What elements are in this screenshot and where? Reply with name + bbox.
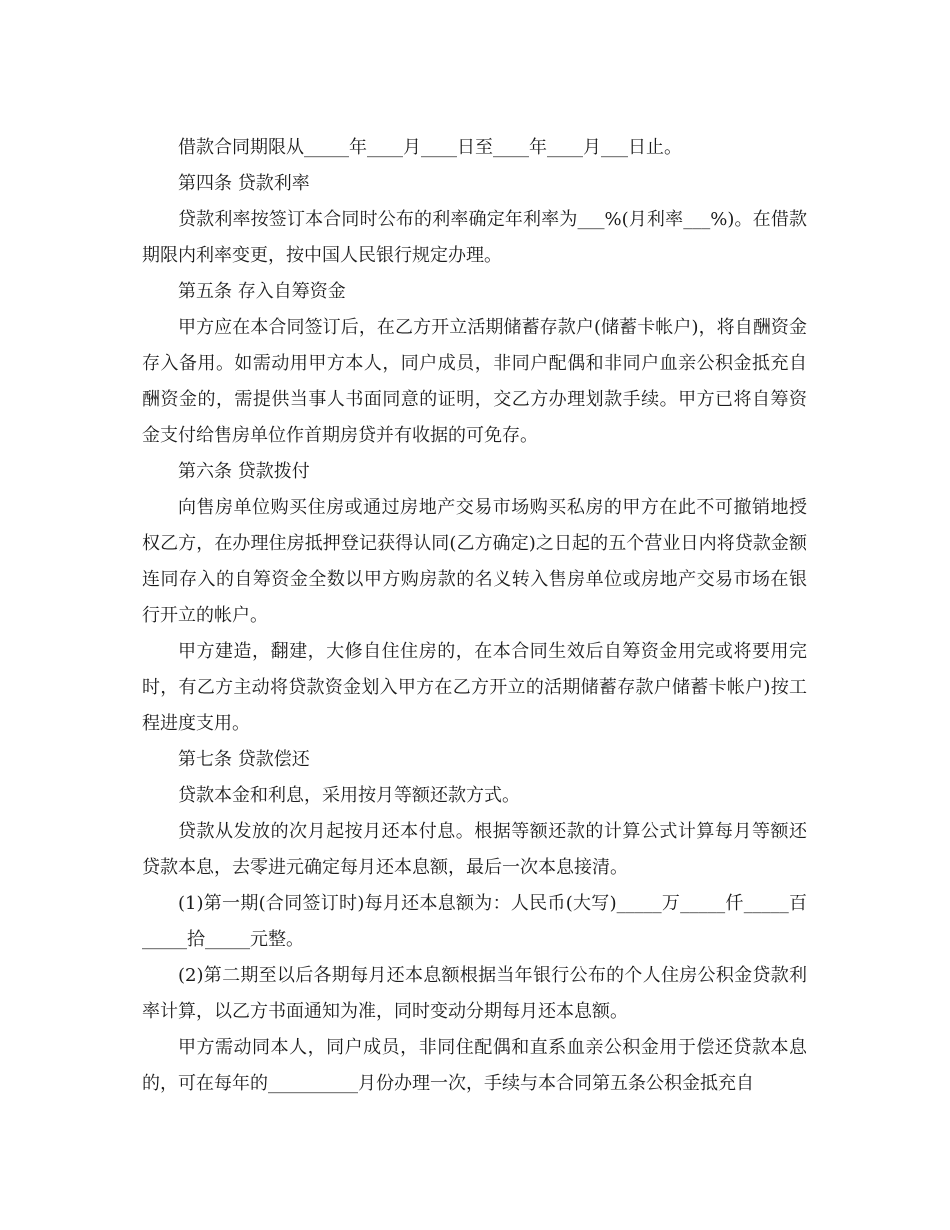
repayment-schedule-paragraph: 贷款从发放的次月起按月还本付息。根据等额还款的计算公式计算每月等额还贷款本息，去零进元确定每月还本息额，最后一次本息接清。: [142, 821, 807, 878]
disbursement-paragraph-1: 向售房单位购买住房或通过房地产交易市场购买私房的甲方在此不可撤销地授权乙方，在办理住房抵押登记获得认同(乙方确定)之日起的五个营业日内将贷款金额连同存入的自筹资金全数以甲方购房款的名义转入售房单位或房地产交易市场在银行开立的帐户。: [142, 497, 807, 626]
loan-term-paragraph: 借款合同期限从_____年____月____日至____年____月___日止。: [178, 137, 682, 158]
disbursement-paragraph-2: 甲方建造，翻建，大修自住住房的，在本合同生效后自筹资金用完或将要用完时，有乙方主动将贷款资金划入甲方在乙方开立的活期储蓄存款户储蓄卡帐户)按工程进度支用。: [142, 641, 807, 734]
document-body: [142, 130, 807, 1102]
interest-rate-paragraph: 贷款利率按签订本合同时公布的利率确定年利率为___%(月利率___%)。在借款期限内利率变更，按中国人民银行规定办理。: [142, 209, 807, 266]
later-installments-paragraph: (2)第二期至以后各期每月还本息额根据当年银行公布的个人住房公积金贷款利率计算，以乙方书面通知为准，同时变动分期每月还本息额。: [142, 965, 807, 1022]
repayment-method-paragraph: 贷款本金和利息，采用按月等额还款方式。: [178, 785, 520, 806]
article-5-heading: 第五条 存入自筹资金: [178, 281, 346, 302]
article-7-heading: 第七条 贷款偿还: [178, 749, 310, 770]
article-4-heading: 第四条 贷款利率: [178, 173, 310, 194]
first-installment-paragraph: (1)第一期(合同签订时)每月还本息额为：人民币(大写)_____万_____仟_____百_____拾_____元整。: [142, 893, 807, 950]
article-6-heading: 第六条 贷款拨付: [178, 461, 310, 482]
self-funds-paragraph: 甲方应在本合同签订后，在乙方开立活期储蓄存款户(储蓄卡帐户)，将自酬资金存入备用。如需动用甲方本人，同户成员，非同户配偶和非同户血亲公积金抵充自酬资金的，需提供当事人书面同意的证明，交乙方办理划款手续。甲方已将自筹资金支付给售房单位作首期房贷并有收据的可免存。: [142, 317, 807, 446]
provident-fund-repayment-paragraph: 甲方需动同本人，同户成员，非同住配偶和直系血亲公积金用于偿还贷款本息的，可在每年的__________月份办理一次，手续与本合同第五条公积金抵充自: [142, 1037, 807, 1094]
